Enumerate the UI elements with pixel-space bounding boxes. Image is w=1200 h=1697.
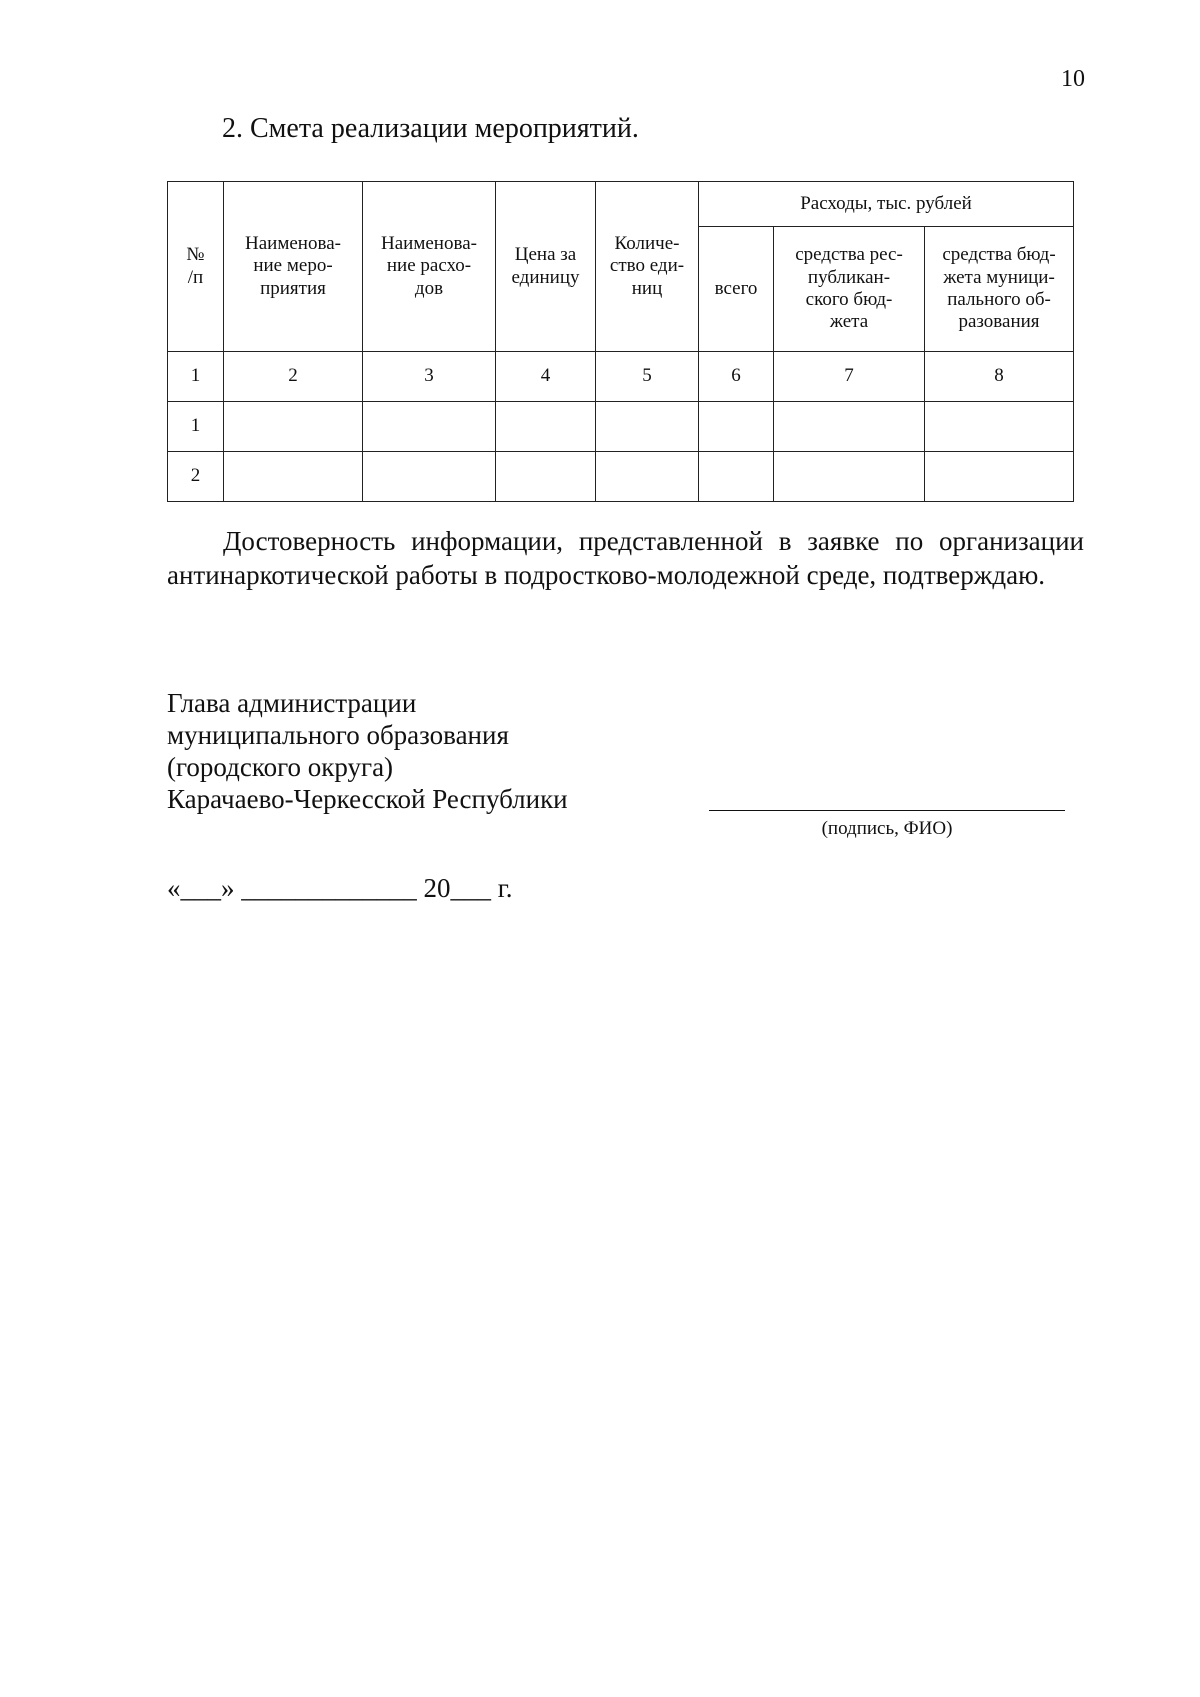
page-number: 10 [1061,66,1085,92]
table-cell [596,402,699,452]
column-number: 7 [774,352,925,402]
header-expenses-group: Расходы, тыс. рублей [699,182,1074,227]
header-expense-name: Наименова- ние расхо- дов [363,182,496,352]
table-cell [925,452,1074,502]
column-number: 4 [496,352,596,402]
header-unit-price: Цена за единицу [496,182,596,352]
table-cell [496,452,596,502]
section-title: 2. Смета реализации мероприятий. [222,113,639,144]
table-cell [925,402,1074,452]
header-event-name: Наименова- ние меро- приятия [224,182,363,352]
table-cell: 1 [168,402,224,452]
table-cell [596,452,699,502]
header-number: № /п [168,182,224,352]
column-number-row [168,352,1074,402]
table-cell [699,402,774,452]
table-cell [774,402,925,452]
column-number: 8 [925,352,1074,402]
signature-title-line: (городского округа) [167,752,394,782]
table-cell [224,402,363,452]
table-cell: 2 [168,452,224,502]
column-number: 2 [224,352,363,402]
date-line: «___» _____________ 20___ г. [167,873,513,903]
table-cell [699,452,774,502]
estimate-table [167,181,1074,502]
signature-title-line: Карачаево-Черкесской Республики [167,784,568,814]
table-row [168,402,1074,452]
signature-block [167,687,568,815]
table-cell [363,452,496,502]
signature-line [709,810,1065,811]
signature-title-line: Глава администрации [167,688,417,718]
confirmation-paragraph: Достоверность информации, представленной в заявке по организации антинаркотической работы в подростково-молодежной среде, подтверждаю. [167,526,1084,590]
table-cell [224,452,363,502]
column-number: 1 [168,352,224,402]
header-total: всего [699,227,774,352]
column-number: 6 [699,352,774,402]
table-cell [774,452,925,502]
table-row [168,452,1074,502]
table-cell [363,402,496,452]
table-cell [496,402,596,452]
header-municipal-budget: средства бюд- жета муници- пального об- разования [925,227,1074,352]
header-republic-budget: средства рес- публикан- ского бюд- жета [774,227,925,352]
column-number: 3 [363,352,496,402]
column-number: 5 [596,352,699,402]
header-quantity: Количе- ство еди- ниц [596,182,699,352]
signature-caption: (подпись, ФИО) [821,818,953,839]
signature-title-line: муниципального образования [167,720,509,750]
table-header-row [168,182,1074,227]
